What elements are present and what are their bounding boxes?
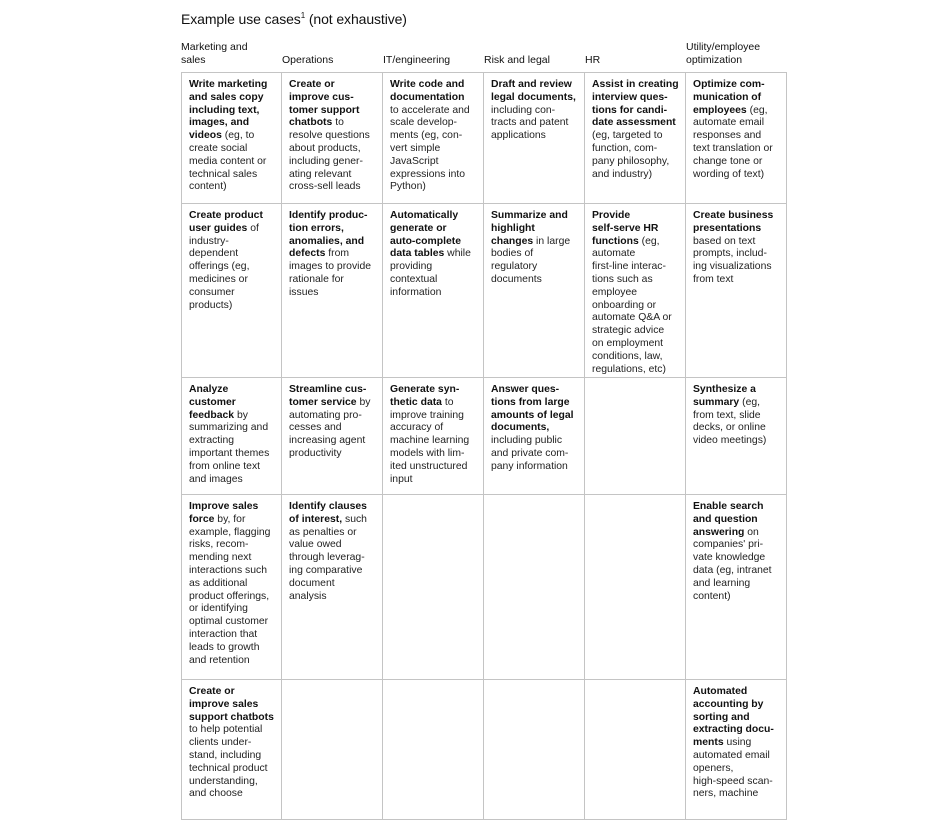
use-case-description: by summarizing and extracting important themes from online text and images bbox=[189, 409, 270, 485]
use-case-description: on companies' pri- vate knowledge data (eg, intranet and learning content) bbox=[693, 526, 772, 602]
use-case-text bbox=[491, 384, 578, 474]
use-case-text bbox=[189, 686, 275, 801]
column-header-label: Utility/employee optimization bbox=[686, 41, 761, 66]
use-case-title: Generate syn- thetic data bbox=[390, 384, 460, 408]
use-case-description: by automating pro- cesses and increasing agent productivity bbox=[289, 396, 371, 459]
use-case-text bbox=[189, 384, 275, 486]
use-case-description: based on text prompts, includ- ing visualizations from text bbox=[693, 235, 772, 285]
table-cell bbox=[181, 495, 282, 680]
table-cell bbox=[282, 495, 383, 680]
use-case-description: of industry- dependent offerings (eg, medicines or consumer products) bbox=[189, 222, 259, 311]
use-case-description: to improve training accuracy of machine learning models with lim- ited unstructured input bbox=[390, 396, 470, 485]
use-case-text bbox=[289, 210, 376, 300]
use-case-text bbox=[289, 79, 376, 194]
use-case-title: Provide self-serve HR functions bbox=[592, 210, 659, 247]
use-case-description: using automated email openers, high-speed scan- ners, machine bbox=[693, 737, 773, 800]
use-case-text bbox=[693, 501, 780, 603]
use-case-title: Answer ques- tions from large amounts of legal documents, bbox=[491, 384, 574, 434]
table-cell bbox=[686, 495, 787, 680]
use-case-title: Summarize and highlight changes bbox=[491, 210, 568, 247]
use-case-title: Create or improve cus- tomer support chatbots bbox=[289, 79, 360, 129]
column-header-utility-employee-optimization bbox=[686, 42, 787, 73]
use-cases-table bbox=[181, 42, 787, 820]
column-header-marketing-and-sales bbox=[181, 42, 282, 73]
column-header-risk-and-legal bbox=[484, 42, 585, 73]
use-case-text bbox=[390, 384, 477, 486]
table-cell bbox=[181, 680, 282, 820]
use-case-description: (eg, targeted to function, com- pany philosophy, and industry) bbox=[592, 130, 670, 180]
table-cell bbox=[282, 73, 383, 204]
use-case-text bbox=[289, 501, 376, 603]
table-cell bbox=[181, 204, 282, 378]
column-header-label: IT/engineering bbox=[383, 54, 451, 66]
table-cell bbox=[484, 680, 585, 820]
use-case-title: Write code and documentation bbox=[390, 79, 465, 103]
use-case-title: Enable search and question answering bbox=[693, 501, 764, 538]
page-title bbox=[181, 11, 407, 27]
title-suffix: (not exhaustive) bbox=[308, 11, 407, 27]
use-case-description: to accelerate and scale develop- ments (eg, con- vert simple JavaScript expressions into Python) bbox=[390, 104, 470, 193]
use-case-text bbox=[189, 210, 275, 312]
use-case-text bbox=[390, 210, 477, 300]
table-cell bbox=[585, 73, 686, 204]
table-cell bbox=[585, 204, 686, 378]
use-case-title: Streamline cus- tomer service bbox=[289, 384, 367, 408]
table-cell bbox=[282, 204, 383, 378]
table-cell bbox=[383, 204, 484, 378]
use-case-description: (eg, from text, slide decks, or online video meetings) bbox=[693, 396, 767, 447]
use-case-text bbox=[289, 384, 376, 461]
table-cell bbox=[282, 680, 383, 820]
use-case-title: Identify produc- tion errors, anomalies, and defects bbox=[289, 210, 368, 260]
use-case-description: including public and private com- pany information bbox=[491, 435, 569, 472]
title-text: Example use cases bbox=[181, 11, 301, 27]
use-case-description: such as penalties or value owed through leverag- ing comparative document analysis bbox=[289, 513, 367, 602]
table-cell bbox=[585, 680, 686, 820]
table-cell bbox=[484, 204, 585, 378]
table-cell bbox=[686, 680, 787, 820]
column-header-label: Operations bbox=[282, 54, 334, 66]
use-case-text bbox=[693, 210, 780, 287]
use-case-description: from images to provide rationale for issues bbox=[289, 248, 372, 298]
use-case-text bbox=[189, 501, 275, 667]
use-case-title: Improve sales force bbox=[189, 501, 259, 525]
table-cell bbox=[686, 73, 787, 204]
use-case-text bbox=[189, 79, 275, 194]
use-case-title: Synthesize a summary bbox=[693, 384, 756, 408]
column-header-label: HR bbox=[585, 54, 601, 66]
table-cell bbox=[484, 378, 585, 495]
table-cell bbox=[585, 495, 686, 680]
use-case-text bbox=[592, 210, 679, 376]
use-case-description: including con- tracts and patent applications bbox=[491, 104, 569, 142]
use-case-title: Automatically generate or auto-complete data tables bbox=[390, 210, 462, 260]
column-header-operations bbox=[282, 42, 383, 73]
use-case-title: Optimize com- munication of employees bbox=[693, 79, 765, 116]
table-cell bbox=[484, 495, 585, 680]
table-cell bbox=[383, 73, 484, 204]
use-case-description: (eg, automate email responses and text translation or change tone or wording of text) bbox=[693, 104, 773, 180]
column-header-hr bbox=[585, 42, 686, 73]
table-cell bbox=[282, 378, 383, 495]
table-cell bbox=[686, 204, 787, 378]
use-case-title: Identify clauses of interest, bbox=[289, 501, 367, 525]
use-case-title: Automated accounting by sorting and extracting docu- ments bbox=[693, 686, 774, 749]
table-cell bbox=[585, 378, 686, 495]
use-case-title: Write marketing and sales copy including text, images, and videos bbox=[189, 79, 268, 142]
use-case-title: Create business presentations bbox=[693, 210, 774, 234]
use-case-text bbox=[592, 79, 679, 181]
use-case-text bbox=[693, 384, 780, 448]
use-case-description: while providing contextual information bbox=[390, 248, 471, 298]
table-cell bbox=[383, 495, 484, 680]
use-case-text bbox=[390, 79, 477, 194]
table-cell bbox=[181, 378, 282, 495]
table-cell bbox=[686, 378, 787, 495]
use-case-description: (eg, to create social media content or technical sales content) bbox=[189, 130, 267, 193]
use-case-title: Assist in creating interview ques- tions for candi- date assessment bbox=[592, 79, 679, 129]
column-header-it-engineering bbox=[383, 42, 484, 73]
use-case-title: Draft and review legal documents, bbox=[491, 79, 576, 103]
use-case-title: Create or improve sales support chatbots bbox=[189, 686, 274, 723]
title-footnote-marker: 1 bbox=[300, 11, 306, 20]
use-case-title: Analyze customer feedback bbox=[189, 384, 236, 421]
use-case-description: to resolve questions about products, including gener- ating relevant cross-sell leads bbox=[289, 117, 370, 193]
use-case-text bbox=[693, 79, 780, 181]
table-cell bbox=[484, 73, 585, 204]
column-header-label: Marketing and sales bbox=[181, 41, 248, 66]
use-case-text bbox=[491, 210, 578, 287]
use-case-text bbox=[491, 79, 578, 143]
use-case-description: to help potential clients under- stand, including technical product understanding, and choose bbox=[189, 724, 268, 800]
column-header-label: Risk and legal bbox=[484, 54, 550, 66]
use-case-text bbox=[693, 686, 780, 801]
table-cell bbox=[383, 378, 484, 495]
table-cell bbox=[383, 680, 484, 820]
table-cell bbox=[181, 73, 282, 204]
use-case-title: Create product user guides bbox=[189, 210, 263, 234]
use-case-description: in large bodies of regulatory documents bbox=[491, 235, 571, 285]
use-case-description: by, for example, flagging risks, recom- mending next interactions such as additional product offerings, or identifying optimal customer interaction that leads to growth and retention bbox=[189, 513, 271, 666]
use-case-description: (eg, automate first-line interac- tions such as employee onboarding or automate Q&A or strategic advice on employment conditions, law, regulations, etc) bbox=[592, 235, 672, 375]
